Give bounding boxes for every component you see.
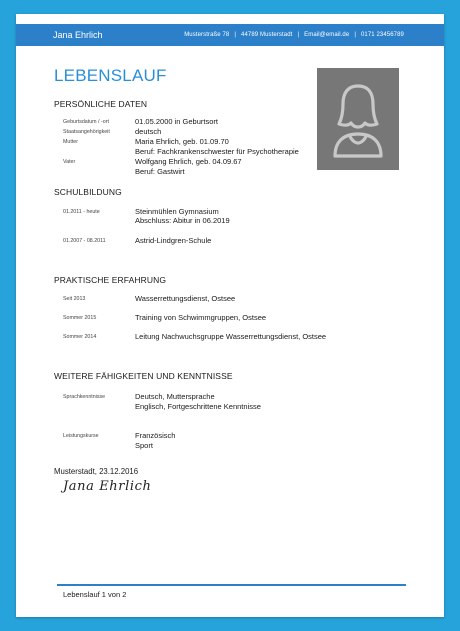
personal-value: Wolfgang Ehrlich, geb. 04.09.67	[135, 157, 242, 166]
school-value-2: Abschluss: Abitur in 06.2019	[135, 216, 230, 225]
footer-page-number: Lebenslauf 1 von 2	[63, 590, 127, 599]
school-value: Steinmühlen Gymnasium	[135, 207, 219, 216]
header-contact	[184, 32, 404, 38]
personal-value: 01.05.2000 in Geburtsort	[135, 117, 218, 126]
personal-value: Maria Ehrlich, geb. 01.09.70	[135, 137, 229, 146]
school-date: 01.2007 - 08.2011	[63, 238, 106, 244]
header-city: 44789 Musterstadt	[241, 32, 293, 38]
school-value: Astrid-Lindgren-Schule	[135, 236, 212, 245]
header-email[interactable]: Email@email.de	[304, 32, 350, 38]
skills-value: Deutsch, Muttersprache	[135, 392, 215, 401]
header-street: Musterstraße 78	[184, 32, 230, 38]
personal-value: deutsch	[135, 127, 162, 136]
experience-date: Sommer 2015	[63, 315, 97, 321]
personal-label: Staatsangehörigkeit	[63, 129, 110, 135]
header-bar	[16, 24, 444, 46]
user-avatar-placeholder-icon	[317, 68, 399, 170]
skills-label: Sprachkenntnisse	[63, 394, 106, 400]
skills-value-2: Sport	[135, 441, 153, 450]
profile-photo	[317, 68, 399, 170]
experience-value: Training von Schwimmgruppen, Ostsee	[135, 313, 267, 322]
experience-date: Seit 2013	[63, 296, 86, 302]
header-separator: |	[297, 32, 300, 38]
experience-value: Wasserrettungsdienst, Ostsee	[135, 294, 236, 303]
experience-date: Sommer 2014	[63, 334, 97, 340]
section-heading-school: SCHULBILDUNG	[54, 187, 122, 197]
section-heading-skills: WEITERE FÄHIGKEITEN UND KENNTNISSE	[54, 371, 233, 381]
personal-label: Mutter	[63, 139, 79, 145]
skills-label: Leistungskurse	[63, 433, 99, 439]
header-separator: |	[234, 32, 237, 38]
personal-value-2: Beruf: Fachkrankenschwester für Psychotherapie	[135, 147, 299, 156]
header-name: Jana Ehrlich	[53, 30, 103, 40]
skills-value-2: Englisch, Fortgeschrittene Kenntnisse	[135, 402, 261, 411]
skills-value: Französisch	[135, 431, 176, 440]
school-date: 01.2011 - heute	[63, 209, 100, 215]
section-heading-personal: PERSÖNLICHE DATEN	[54, 99, 148, 109]
header-phone: 0171 23456789	[360, 32, 404, 38]
personal-label: Vater	[63, 159, 76, 165]
header-separator: |	[354, 32, 356, 38]
personal-label: Geburtsdatum / -ort	[63, 119, 109, 125]
section-heading-experience: PRAKTISCHE ERFAHRUNG	[54, 275, 167, 285]
experience-value: Leitung Nachwuchsgruppe Wasserrettungsdienst, Ostsee	[135, 332, 327, 341]
footer-divider	[57, 584, 406, 586]
personal-value-2: Beruf: Gastwirt	[135, 167, 185, 176]
place-date: Musterstadt, 23.12.2016	[54, 467, 139, 476]
signature: Jana Ehrlich	[63, 479, 152, 494]
page-title: LEBENSLAUF	[54, 66, 167, 85]
